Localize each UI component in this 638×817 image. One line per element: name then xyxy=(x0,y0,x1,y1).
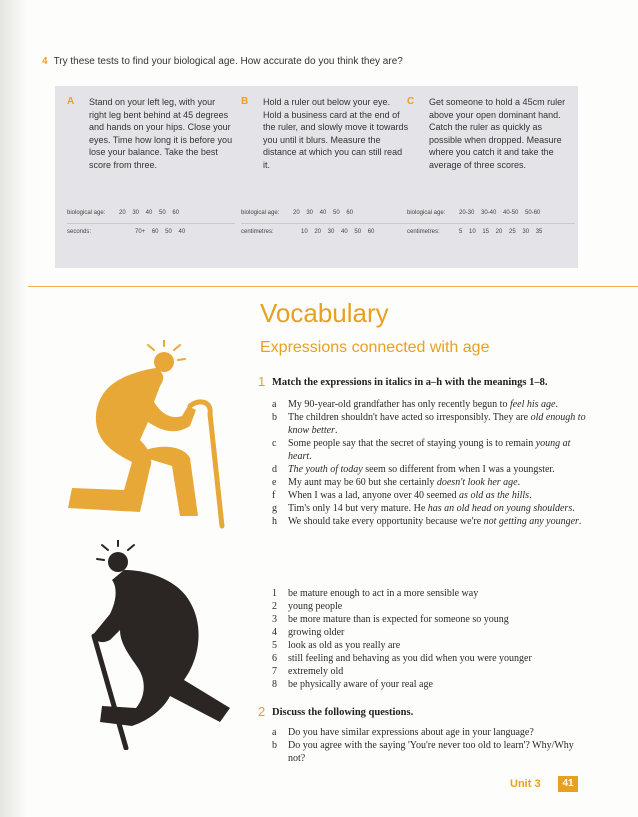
intro-instruction xyxy=(42,56,602,67)
test-b-rule xyxy=(241,223,409,224)
test-a xyxy=(67,96,235,235)
exercise-2-instruction: Discuss the following questions. xyxy=(272,707,414,718)
page-number: 41 xyxy=(558,776,578,792)
list-item: h We should take every opportunity because we're not getting any younger. xyxy=(272,516,582,527)
test-b-scale-age: biological age: 20 30 40 50 60 xyxy=(241,210,354,216)
exercise-2-questions xyxy=(272,726,590,765)
test-a-text: Stand on your left leg, with your right leg bent behind at 45 degrees and hands on your hips. Close your eyes. Time how long it is before you lose your balance. Take the best score from three. xyxy=(89,97,233,170)
exercise-2-number: 2 xyxy=(258,704,266,719)
list-item: 3 be more mature than is expected for someone so young xyxy=(272,614,509,625)
exercise-1-instruction: Match the expressions in italics in a–h with the meanings 1–8. xyxy=(272,377,548,388)
list-item: 5 look as old as you really are xyxy=(272,640,401,651)
exercise-1-sentences xyxy=(272,398,590,528)
test-c-letter: C xyxy=(407,96,415,107)
test-c xyxy=(407,96,575,235)
vocabulary-heading: Vocabulary xyxy=(260,298,389,328)
list-item: 6 still feeling and behaving as you did when you were younger xyxy=(272,653,532,664)
list-item: 1 be mature enough to act in a more sensible way xyxy=(272,588,479,599)
test-b-letter: B xyxy=(241,96,249,107)
list-item: d The youth of today seem so different from when I was a youngster. xyxy=(272,464,555,475)
exercise-1-number: 1 xyxy=(258,374,266,389)
test-a-scale-measure: seconds: 70+ 60 50 40 xyxy=(67,229,186,235)
list-item: a My 90-year-old grandfather has only recently begun to feel his age. xyxy=(272,399,558,410)
test-c-text: Get someone to hold a 45cm ruler above your open dominant hand. Catch the ruler as quickly as possible when dropped. Measure where you catch it and take the average of three scores. xyxy=(429,97,566,170)
test-a-scale-age: biological age: 20 30 40 50 60 xyxy=(67,210,180,216)
list-item: c Some people say that the secret of staying young is to remain young at heart. xyxy=(272,438,571,462)
test-c-rule xyxy=(407,223,575,224)
test-c-scale-measure: centimetres: 5 10 15 20 25 30 35 xyxy=(407,229,543,235)
test-b xyxy=(241,96,409,235)
feel-his-age-figure-illustration xyxy=(80,540,240,750)
section-divider xyxy=(28,286,638,287)
intro-number: 4 xyxy=(42,56,48,67)
unit-label: Unit 3 xyxy=(510,778,541,790)
page-gutter-shadow xyxy=(0,0,28,817)
list-item: e My aunt may be 60 but she certainly doesn't look her age. xyxy=(272,477,521,488)
list-item: 7 extremely old xyxy=(272,666,344,677)
list-item: 4 growing older xyxy=(272,627,345,638)
test-b-scale-measure: centimetres: 10 20 30 40 50 60 xyxy=(241,229,375,235)
vocabulary-subheading: Expressions connected with age xyxy=(260,339,490,356)
exercise-1-meanings xyxy=(272,587,590,691)
young-at-heart-figure-illustration xyxy=(50,340,240,530)
test-a-letter: A xyxy=(67,96,75,107)
test-c-scale-age: biological age: 20-30 30-40 40-50 50-60 xyxy=(407,210,541,216)
list-item: g Tim's only 14 but very mature. He has an old head on young shoulders. xyxy=(272,503,575,514)
list-item: b Do you agree with the saying 'You're never too old to learn'? Why/Why not? xyxy=(272,740,574,764)
list-item: f When I was a lad, anyone over 40 seemed as old as the hills. xyxy=(272,490,532,501)
list-item: a Do you have similar expressions about age in your language? xyxy=(272,727,534,738)
list-item: 2 young people xyxy=(272,601,343,612)
list-item: 8 be physically aware of your real age xyxy=(272,679,433,690)
tests-box xyxy=(55,86,578,268)
test-a-rule xyxy=(67,223,235,224)
test-b-text: Hold a ruler out below your eye. Hold a business card at the end of the ruler, and slowly move it towards you until it blurs. Measure the distance at which you can still read it. xyxy=(263,97,409,170)
list-item: b The children shouldn't have acted so irresponsibly. They are old enough to know better. xyxy=(272,412,586,436)
intro-text: Try these tests to find your biological age. How accurate do you think they are? xyxy=(53,56,403,67)
